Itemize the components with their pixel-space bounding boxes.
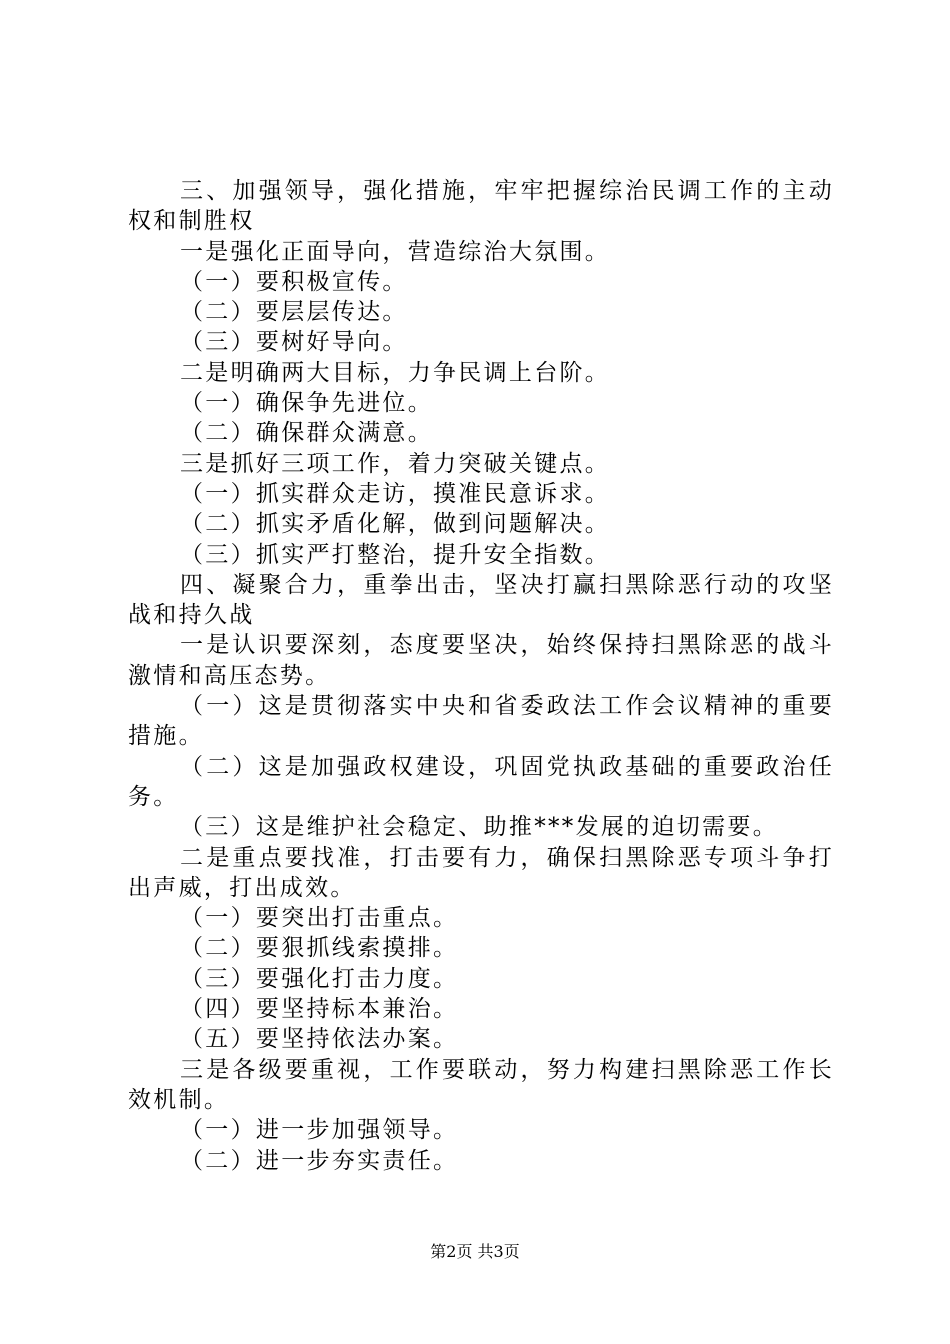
paragraph: （一）抓实群众走访，摸准民意诉求。 [180, 480, 611, 507]
paragraph: （二）要层层传达。 [180, 299, 408, 326]
paragraph: 一是认识要深刻，态度要坚决，始终保持扫黑除恶的战斗激情和高压态势。 [128, 632, 834, 689]
heading-section-3: 三、加强领导，强化措施，牢牢把握综治民调工作的主动权和制胜权 [128, 178, 834, 235]
paragraph: （一）进一步加强领导。 [180, 1117, 459, 1144]
paragraph: 三是抓好三项工作，着力突破关键点。 [180, 450, 611, 477]
paragraph: 二是重点要找准，打击要有力，确保扫黑除恶专项斗争打出声威，打出成效。 [128, 844, 834, 901]
page-number-footer: 第2页 共3页 [430, 1242, 520, 1261]
paragraph: （三）要强化打击力度。 [180, 965, 459, 992]
paragraph: 三是各级要重视，工作要联动，努力构建扫黑除恶工作长效机制。 [128, 1056, 834, 1113]
paragraph: （一）这是贯彻落实中央和省委政法工作会议精神的重要措施。 [128, 693, 834, 750]
paragraph: 二是明确两大目标，力争民调上台阶。 [180, 359, 611, 386]
paragraph: （二）抓实矛盾化解，做到问题解决。 [180, 511, 611, 538]
paragraph: （一）要积极宣传。 [180, 268, 408, 295]
paragraph: （四）要坚持标本兼治。 [180, 996, 459, 1023]
paragraph: （三）这是维护社会稳定、助推***发展的迫切需要。 [180, 814, 778, 841]
heading-section-4: 四、凝聚合力，重拳出击，坚决打赢扫黑除恶行动的攻坚战和持久战 [128, 571, 834, 629]
paragraph: （二）进一步夯实责任。 [180, 1147, 459, 1174]
paragraph: （一）确保争先进位。 [180, 390, 433, 417]
paragraph: （三）要树好导向。 [180, 329, 408, 356]
paragraph: （二）确保群众满意。 [180, 420, 433, 447]
paragraph: （三）抓实严打整治，提升安全指数。 [180, 541, 611, 568]
paragraph: （五）要坚持依法办案。 [180, 1026, 459, 1053]
paragraph: （二）要狠抓线索摸排。 [180, 935, 459, 962]
paragraph: （二）这是加强政权建设，巩固党执政基础的重要政治任务。 [128, 753, 834, 810]
document-body [128, 176, 834, 1176]
paragraph: 一是强化正面导向，营造综治大氛围。 [180, 238, 611, 265]
paragraph: （一）要突出打击重点。 [180, 905, 459, 932]
